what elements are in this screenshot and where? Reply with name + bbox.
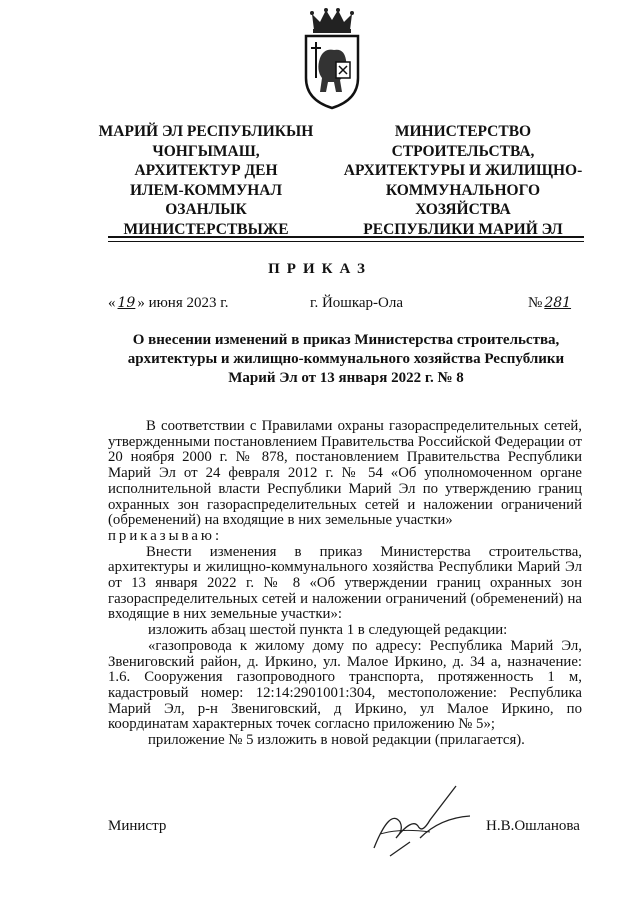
document-place: г. Йошкар-Ола bbox=[310, 295, 404, 311]
body-paragraph-new-text: «газопровода к жилому дому по адресу: Республика Марий Эл, Звениговский район, д. Иркино, ул. Малое Иркино, д. 34 а, назначение: 1.6. Сооружения газопроводного транспорта, протяженность 1 м, кадастровый номер: 12:14:2901001:304, местоположение: Республика Марий Эл, р-н Звениговский, д Иркино, ул Малое Иркино, по координатам характерных точек согласно приложению № 5»; bbox=[108, 637, 582, 733]
header-right-line: ХОЗЯЙСТВА bbox=[415, 201, 511, 218]
header-right-line: АРХИТЕКТУРЫ И ЖИЛИЩНО- bbox=[343, 162, 583, 179]
body-paragraph-appendix: приложение № 5 изложить в новой редакции (прилагается). bbox=[148, 732, 525, 749]
date-day-handwritten: 19 bbox=[117, 295, 136, 311]
subject-line: О внесении изменений в приказ Министерства строительства, bbox=[132, 332, 560, 348]
subject-line: Марий Эл от 13 января 2022 г. № 8 bbox=[228, 370, 464, 386]
header-right-line: МИНИСТЕРСТВО bbox=[394, 123, 532, 140]
header-divider-thin bbox=[108, 241, 584, 242]
header-left-line: МИНИСТЕРСТВЫЖЕ bbox=[123, 220, 289, 238]
header-left-mari bbox=[96, 122, 316, 239]
body-order-word: приказываю: bbox=[108, 527, 223, 544]
header-left-line: ОЗАНЛЫК bbox=[165, 201, 247, 218]
number-handwritten: 281 bbox=[544, 295, 572, 311]
document-date bbox=[108, 295, 228, 312]
header-left-line: МАРИЙ ЭЛ РЕСПУБЛИКЫН bbox=[98, 123, 314, 140]
document-title: ПРИКАЗ bbox=[268, 261, 372, 277]
body-paragraph-instruction: изложить абзац шестой пункта 1 в следующей редакции: bbox=[148, 622, 508, 639]
header-right-line: СТРОИТЕЛЬСТВА, bbox=[391, 142, 535, 160]
header-left-line: ИЛЕМ-КОММУНАЛ bbox=[129, 181, 283, 199]
date-month-year: » июня 2023 г. bbox=[137, 295, 229, 311]
date-open-quote: « bbox=[108, 295, 116, 311]
body-paragraph-amend: Внести изменения в приказ Министерства строительства, архитектуры и жилищно-коммунального хозяйства Республики Марий Эл от 13 января 2022 г. № 8 «Об утверждении границ охранных зон газораспределительных сетей и наложении ограничений (обременений) на входящие в них земельные участки»: bbox=[108, 543, 582, 623]
document-subject bbox=[108, 331, 584, 388]
header-left-line: АРХИТЕКТУР ДЕН bbox=[134, 162, 278, 179]
body-paragraph-preamble: В соответствии с Правилами охраны газораспределительных сетей, утвержденными постановлением Правительства Российской Федерации от 20 ноября 2000 г. № 878, постановлением Правительства Республики Марий Эл от 24 февраля 2012 г. № 54 «Об уполномоченном органе исполнительной власти Республики Марий Эл по утверждению границ охранных зон газораспределительных сетей и наложении ограничений (обременений) на входящие в них земельные участки» bbox=[108, 418, 582, 529]
number-prefix: № bbox=[528, 295, 543, 311]
header-left-line: ЧОНГЫМАШ, bbox=[152, 142, 260, 160]
header-right-russian bbox=[330, 122, 596, 239]
document-number bbox=[528, 295, 573, 312]
coat-of-arms-emblem bbox=[300, 8, 364, 112]
handwritten-signature bbox=[360, 778, 480, 860]
signer-position: Министр bbox=[108, 818, 167, 834]
header-right-line: РЕСПУБЛИКИ МАРИЙ ЭЛ bbox=[363, 220, 563, 238]
header-divider-thick bbox=[108, 236, 584, 238]
subject-line: архитектуры и жилищно-коммунального хозяйства Республики bbox=[127, 351, 565, 367]
header-right-line: КОММУНАЛЬНОГО bbox=[385, 181, 541, 199]
signer-name: Н.В.Ошланова bbox=[486, 818, 580, 834]
document-body bbox=[108, 419, 582, 749]
